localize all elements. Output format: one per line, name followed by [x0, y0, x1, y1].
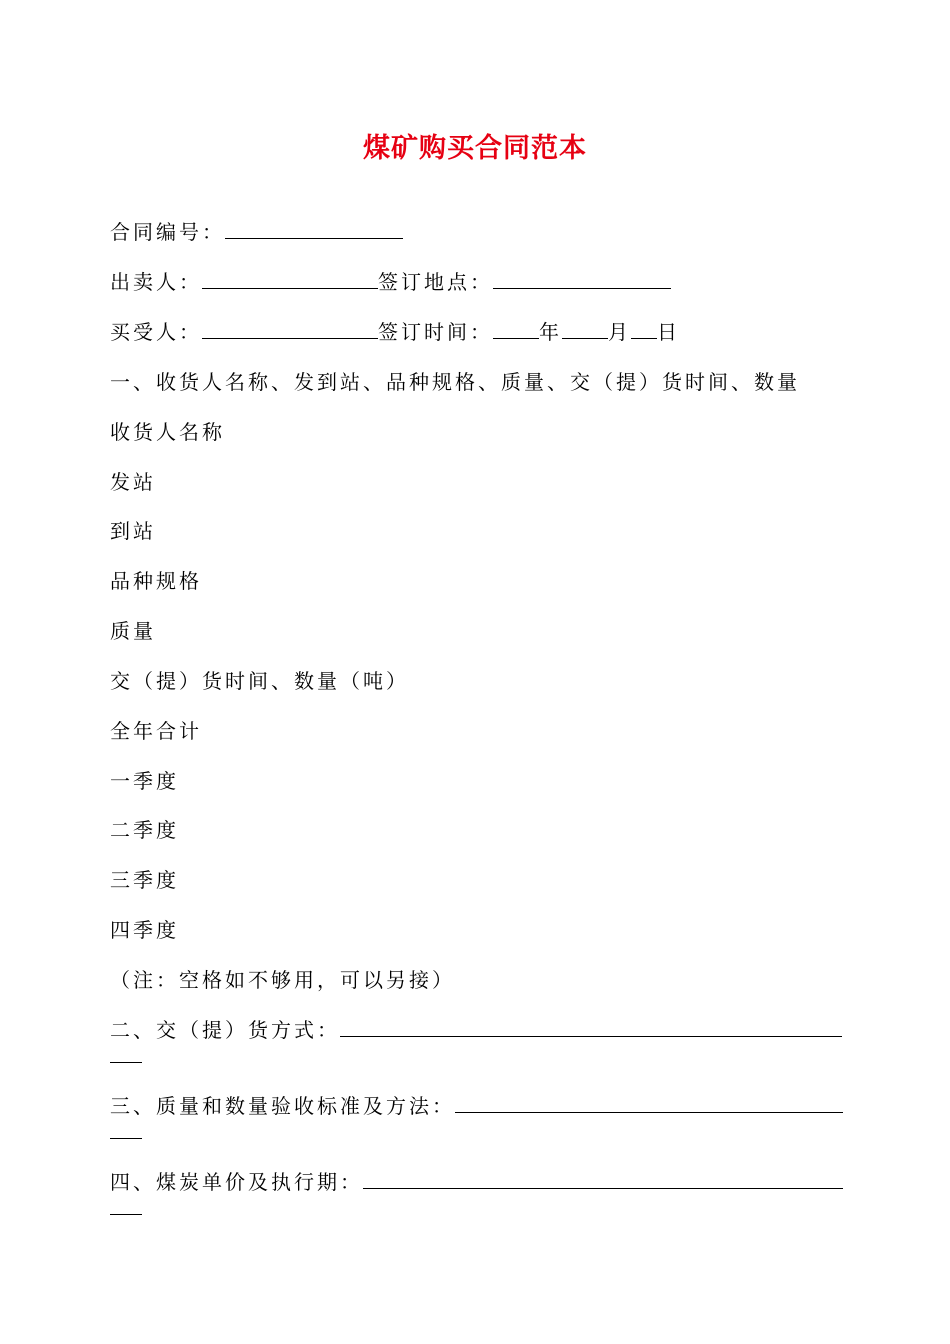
year-blank[interactable] — [493, 320, 539, 339]
q4-label: 四季度 — [110, 918, 179, 942]
document-title: 煤矿购买合同范本 — [363, 133, 587, 164]
quality-label: 质量 — [110, 619, 156, 643]
section3-blank[interactable] — [455, 1094, 843, 1113]
day-blank[interactable] — [631, 320, 657, 339]
seller-line — [110, 268, 671, 296]
variety-label: 品种规格 — [110, 569, 202, 593]
section3-blank-continuation[interactable] — [110, 1137, 142, 1139]
sign-place-blank[interactable] — [493, 270, 671, 289]
section2-blank[interactable] — [340, 1018, 842, 1037]
section2-line — [110, 1016, 842, 1044]
sign-place-label: 签订地点： — [378, 270, 493, 294]
seller-blank[interactable] — [202, 270, 378, 289]
month-label: 月 — [608, 320, 631, 344]
delivery-time-qty-label: 交（提）货时间、数量（吨） — [110, 669, 409, 693]
section4-line — [110, 1168, 843, 1196]
contract-number-label: 合同编号： — [110, 220, 225, 244]
q1-label: 一季度 — [110, 769, 179, 793]
annual-total-label: 全年合计 — [110, 719, 202, 743]
sign-time-label: 签订时间： — [378, 320, 493, 344]
day-label: 日 — [657, 320, 680, 344]
contract-number-line — [110, 218, 403, 246]
q2-label: 二季度 — [110, 818, 179, 842]
consignee-label: 收货人名称 — [110, 420, 225, 444]
year-label: 年 — [539, 320, 562, 344]
section2-blank-continuation[interactable] — [110, 1061, 142, 1063]
buyer-label: 买受人： — [110, 320, 202, 344]
note-text: （注：空格如不够用，可以另接） — [110, 968, 455, 992]
buyer-blank[interactable] — [202, 320, 378, 339]
section3-line — [110, 1092, 843, 1120]
section4-blank-continuation[interactable] — [110, 1213, 142, 1215]
contract-number-blank[interactable] — [225, 220, 403, 239]
q3-label: 三季度 — [110, 868, 179, 892]
section4-label: 四、煤炭单价及执行期： — [110, 1170, 363, 1194]
buyer-line — [110, 318, 680, 346]
section2-label: 二、交（提）货方式： — [110, 1018, 340, 1042]
section3-label: 三、质量和数量验收标准及方法： — [110, 1094, 455, 1118]
to-station-label: 到站 — [110, 519, 156, 543]
from-station-label: 发站 — [110, 470, 156, 494]
month-blank[interactable] — [562, 320, 608, 339]
section1-heading: 一、收货人名称、发到站、品种规格、质量、交（提）货时间、数量 — [110, 370, 800, 394]
section4-blank[interactable] — [363, 1170, 843, 1189]
seller-label: 出卖人： — [110, 270, 202, 294]
